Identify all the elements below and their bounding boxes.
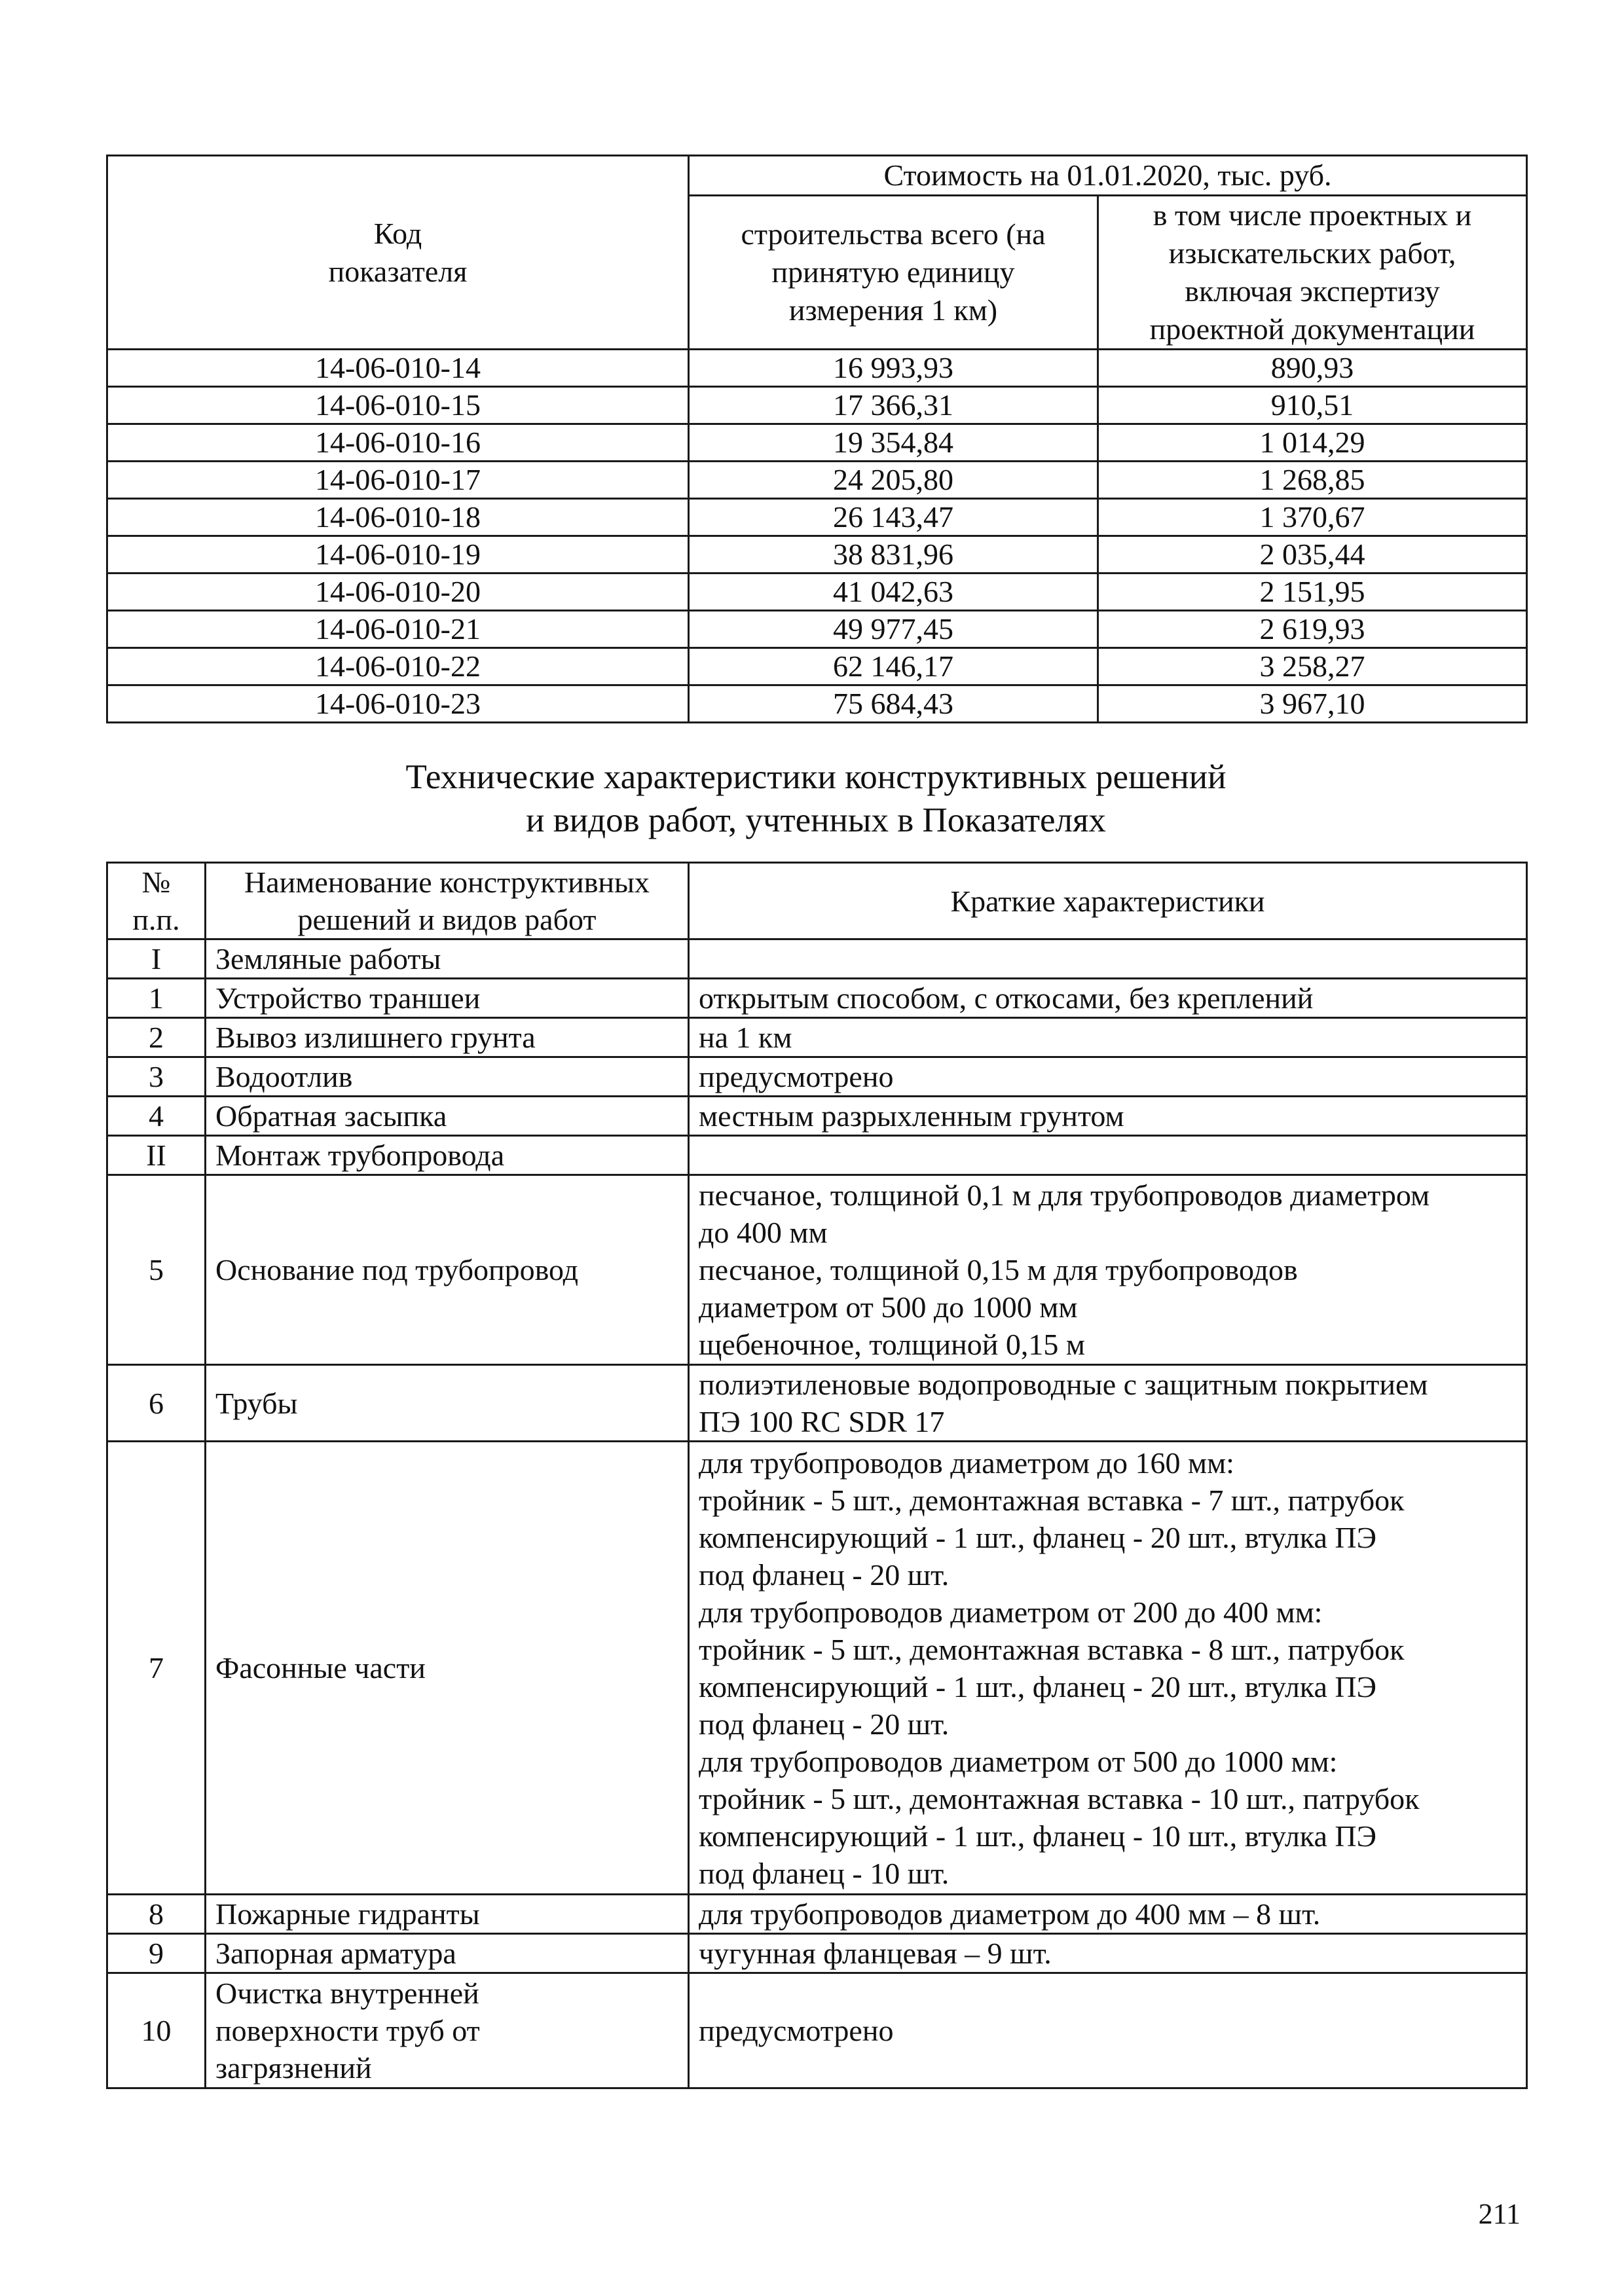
table-row [107, 1365, 1527, 1442]
table-cell: 2 035,44 [1098, 536, 1527, 574]
table-cell: Фасонные части [206, 1442, 689, 1895]
table-row [107, 350, 1527, 387]
table-cell [206, 1973, 689, 2088]
table-cell [689, 1175, 1527, 1365]
table-cell: 14-06-010-22 [107, 648, 689, 685]
table-cell [689, 939, 1527, 979]
table-cell: на 1 км [689, 1018, 1527, 1057]
table-row [107, 979, 1527, 1018]
table-cell: 6 [107, 1365, 206, 1442]
table-cell: Устройство траншеи [206, 979, 689, 1018]
table-cell: 3 967,10 [1098, 685, 1527, 723]
text-line: под фланец - 20 шт. [699, 1707, 950, 1741]
text-line: строительства всего (на [741, 217, 1046, 251]
table-cell: 14-06-010-17 [107, 462, 689, 499]
text-line: тройник - 5 шт., демонтажная вставка - 10 шт., патрубок [699, 1781, 1420, 1815]
table-cell: 24 205,80 [689, 462, 1098, 499]
table-cell: 9 [107, 1934, 206, 1973]
table-row [107, 685, 1527, 723]
text-line: показателя [328, 254, 468, 288]
table-cell: чугунная фланцевая – 9 шт. [689, 1934, 1527, 1973]
text-line: под фланец - 10 шт. [699, 1856, 950, 1890]
table-cell: 14-06-010-18 [107, 499, 689, 536]
text-line: включая экспертизу [1185, 274, 1440, 308]
table-cell: 14-06-010-16 [107, 424, 689, 462]
table-row [107, 1136, 1527, 1175]
table-cell: 8 [107, 1895, 206, 1934]
table-cell: 1 370,67 [1098, 499, 1527, 536]
table-cell: 75 684,43 [689, 685, 1098, 723]
text-line: Очистка внутренней [215, 1977, 479, 2010]
table-cell: предусмотрено [689, 1057, 1527, 1097]
table-cell: Вывоз излишнего грунта [206, 1018, 689, 1057]
table-row [107, 1175, 1527, 1365]
table-cell [689, 1442, 1527, 1895]
text-line: Код [373, 216, 422, 250]
table-cell: I [107, 939, 206, 979]
text-line: ПЭ 100 RC SDR 17 [699, 1405, 945, 1438]
cost-group-header: Стоимость на 01.01.2020, тыс. руб. [689, 156, 1527, 196]
table-cell: 890,93 [1098, 350, 1527, 387]
text-line: загрязнений [215, 2051, 372, 2085]
desc-header: Краткие характеристики [689, 863, 1527, 939]
table-cell: 14-06-010-14 [107, 350, 689, 387]
table-row [107, 1018, 1527, 1057]
table-cell: 26 143,47 [689, 499, 1098, 536]
table-cell: 2 151,95 [1098, 574, 1527, 611]
table-cell: 7 [107, 1442, 206, 1895]
table-row [107, 611, 1527, 648]
table-cell: предусмотрено [689, 1973, 1527, 2088]
table-cell: 3 [107, 1057, 206, 1097]
text-line: щебеночное, толщиной 0,15 м [699, 1328, 1085, 1361]
table-cell: 14-06-010-23 [107, 685, 689, 723]
table-row [107, 462, 1527, 499]
table-cell: 1 014,29 [1098, 424, 1527, 462]
design-cost-header [1098, 196, 1527, 350]
table-cell: 10 [107, 1973, 206, 2088]
num-header [107, 863, 206, 939]
table-cell: Пожарные гидранты [206, 1895, 689, 1934]
text-line: Наименование конструктивных [244, 866, 650, 899]
table-cell: 49 977,45 [689, 611, 1098, 648]
table-row [107, 499, 1527, 536]
table-cell: 4 [107, 1097, 206, 1136]
table-cell: Монтаж трубопровода [206, 1136, 689, 1175]
table-row [107, 536, 1527, 574]
table-cell: 62 146,17 [689, 648, 1098, 685]
text-line: Технические характеристики конструктивных решений [405, 758, 1227, 796]
text-line: тройник - 5 шт., демонтажная вставка - 7 шт., патрубок [699, 1483, 1405, 1517]
table-cell: 1 268,85 [1098, 462, 1527, 499]
table-cell: 910,51 [1098, 387, 1527, 424]
table-cell: для трубопроводов диаметром до 400 мм – 8 шт. [689, 1895, 1527, 1934]
table-cell: 17 366,31 [689, 387, 1098, 424]
cost-table [106, 155, 1528, 723]
text-line: в том числе проектных и [1153, 198, 1472, 232]
total-cost-header [689, 196, 1098, 350]
text-line: под фланец - 20 шт. [699, 1558, 950, 1592]
text-line: песчаное, толщиной 0,1 м для трубопроводов диаметром [699, 1178, 1430, 1212]
table-cell: Обратная засыпка [206, 1097, 689, 1136]
table-cell [689, 1136, 1527, 1175]
text-line: до 400 мм [699, 1216, 828, 1249]
text-line: решений и видов работ [297, 903, 597, 936]
text-line: № [141, 866, 171, 899]
text-line: для трубопроводов диаметром до 160 мм: [699, 1446, 1234, 1480]
table-cell: 5 [107, 1175, 206, 1365]
table-row [107, 939, 1527, 979]
table-cell: 19 354,84 [689, 424, 1098, 462]
table-cell: 1 [107, 979, 206, 1018]
table-cell: 41 042,63 [689, 574, 1098, 611]
table-cell: 14-06-010-15 [107, 387, 689, 424]
table-cell: открытым способом, с откосами, без креплений [689, 979, 1527, 1018]
table-cell: 14-06-010-20 [107, 574, 689, 611]
table-row [107, 1097, 1527, 1136]
table-cell [689, 1365, 1527, 1442]
text-line: и видов работ, учтенных в Показателях [526, 801, 1106, 839]
table-cell: 2 [107, 1018, 206, 1057]
table-row [107, 1973, 1527, 2088]
table-row [107, 648, 1527, 685]
text-line: тройник - 5 шт., демонтажная вставка - 8 шт., патрубок [699, 1632, 1405, 1666]
table-row [107, 424, 1527, 462]
tech-table [106, 862, 1528, 2089]
table-cell: Основание под трубопровод [206, 1175, 689, 1365]
table-cell: II [107, 1136, 206, 1175]
table-cell: 14-06-010-19 [107, 536, 689, 574]
section-title [106, 756, 1526, 842]
table-row [107, 1442, 1527, 1895]
table-cell: Трубы [206, 1365, 689, 1442]
page-number: 211 [1478, 2198, 1521, 2230]
code-header [107, 156, 689, 350]
table-cell: 38 831,96 [689, 536, 1098, 574]
text-line: п.п. [132, 903, 180, 936]
table-cell: 14-06-010-21 [107, 611, 689, 648]
table-cell: 2 619,93 [1098, 611, 1527, 648]
text-line: полиэтиленовые водопроводные с защитным покрытием [699, 1368, 1428, 1401]
text-line: проектной документации [1149, 312, 1475, 346]
text-line: поверхности труб от [215, 2014, 480, 2047]
table-cell: местным разрыхленным грунтом [689, 1097, 1527, 1136]
table-cell: Водоотлив [206, 1057, 689, 1097]
table-row [107, 574, 1527, 611]
table-row [107, 1057, 1527, 1097]
text-line: для трубопроводов диаметром от 500 до 1000 мм: [699, 1744, 1338, 1778]
text-line: изыскательских работ, [1168, 236, 1456, 270]
text-line: для трубопроводов диаметром от 200 до 400 мм: [699, 1595, 1323, 1629]
text-line: компенсирующий - 1 шт., фланец - 20 шт., втулка ПЭ [699, 1520, 1376, 1554]
table-cell: 3 258,27 [1098, 648, 1527, 685]
name-header [206, 863, 689, 939]
table-cell: 16 993,93 [689, 350, 1098, 387]
table-row [107, 387, 1527, 424]
table-row [107, 1895, 1527, 1934]
text-line: измерения 1 км) [788, 293, 998, 327]
table-row [107, 1934, 1527, 1973]
table-cell: Земляные работы [206, 939, 689, 979]
text-line: компенсирующий - 1 шт., фланец - 10 шт., втулка ПЭ [699, 1819, 1376, 1853]
text-line: диаметром от 500 до 1000 мм [699, 1290, 1078, 1324]
text-line: компенсирующий - 1 шт., фланец - 20 шт., втулка ПЭ [699, 1669, 1376, 1704]
text-line: принятую единицу [771, 255, 1015, 289]
text-line: песчаное, толщиной 0,15 м для трубопроводов [699, 1253, 1298, 1286]
table-cell: Запорная арматура [206, 1934, 689, 1973]
